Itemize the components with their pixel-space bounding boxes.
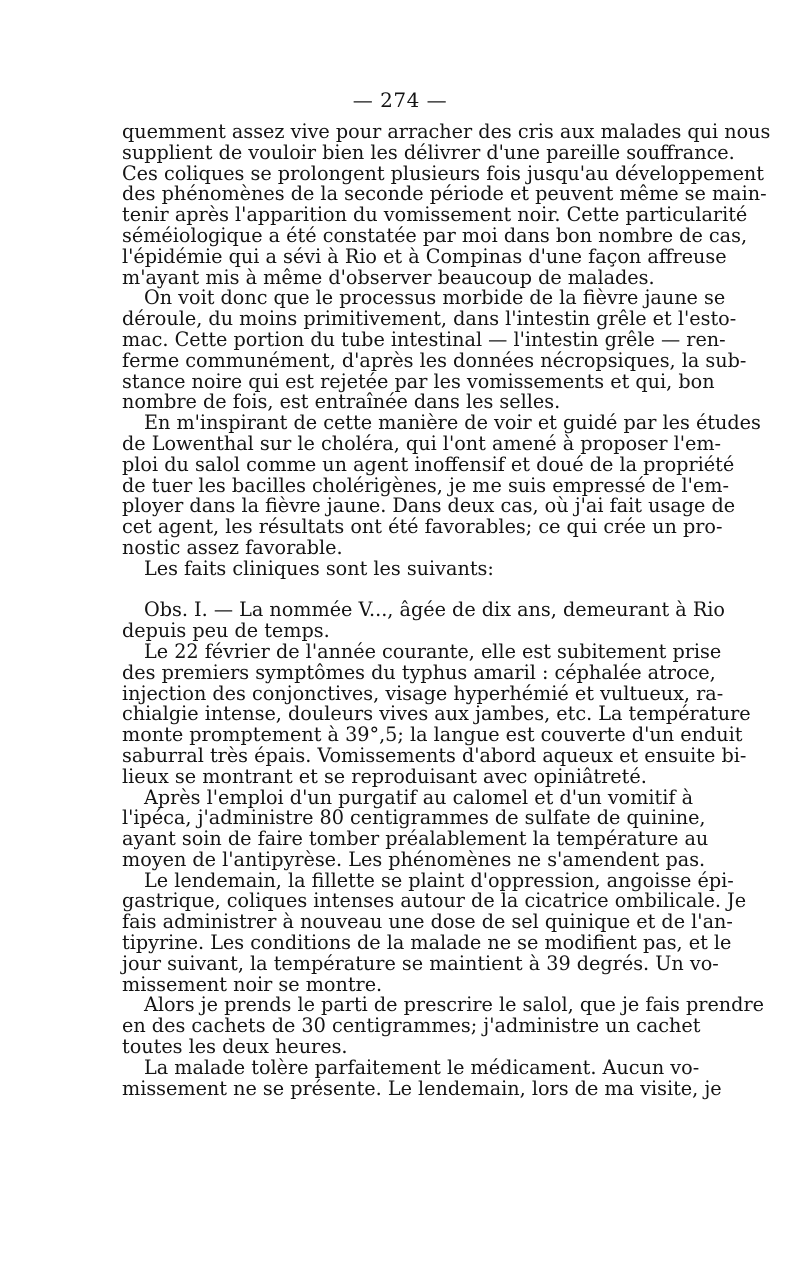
text-line: jour suivant, la température se maintient à 39 degrés. Un vo- [122,951,719,975]
text-line: Le lendemain, la fillette se plaint d'oppression, angoisse épi- [144,868,734,892]
text-line: mac. Cette portion du tube intestinal — l'intestin grêle — ren- [122,327,726,351]
text-line: missement ne se présente. Le lendemain, lors de ma visite, je [122,1076,722,1100]
text-line: stance noire qui est rejetée par les vomissements et qui, bon [122,369,715,393]
text-line: des phénomènes de la seconde période et peuvent même se main- [122,182,767,206]
text-line: depuis peu de temps. [122,619,330,643]
text-line: chialgie intense, douleurs vives aux jambes, etc. La température [122,702,751,726]
text-line: saburral très épais. Vomissements d'abord aqueux et ensuite bi- [122,743,747,767]
body-text [122,120,771,1100]
text-line: Ces coliques se prolongent plusieurs fois jusqu'au développement [122,161,765,185]
text-line: En m'inspirant de cette manière de voir et guidé par les études [144,411,761,435]
text-line: l'ipéca, j'administre 80 centigrammes de sulfate de quinine, [122,806,706,830]
text-line: La malade tolère parfaitement le médicament. Aucun vo- [144,1055,700,1079]
text-line: nostic assez favorable. [122,535,343,559]
text-line: fais administrer à nouveau une dose de sel quinique et de l'an- [122,910,733,934]
text-line: tipyrine. Les conditions de la malade ne se modifient pas, et le [122,931,732,955]
text-line: missement noir se montre. [122,972,383,996]
text-line: moyen de l'antipyrèse. Les phénomènes ne s'amendent pas. [122,847,706,871]
text-line: Le 22 février de l'année courante, elle est subitement prise [144,639,722,663]
text-line: m'ayant mis à même d'observer beaucoup de malades. [122,265,655,289]
text-line: injection des conjonctives, visage hyperhémié et vultueux, ra- [122,681,724,705]
blank-line [122,580,678,601]
text-line: cet agent, les résultats ont été favorables; ce qui crée un pro- [122,515,723,539]
text-line: Obs. I. — La nommée V..., âgée de dix ans, demeurant à Rio [144,598,725,622]
text-line: quemment assez vive pour arracher des cris aux malades qui nous [122,120,771,143]
text-line: nombre de fois, est entraînée dans les selles. [122,390,561,414]
text-line: Les faits cliniques sont les suivants: [144,556,494,580]
text-line: en des cachets de 30 centigrammes; j'administre un cachet [122,1014,701,1038]
text-line: de tuer les bacilles cholérigènes, je me suis empressé de l'em- [122,473,729,497]
text-line: Alors je prends le parti de prescrire le salol, que je fais prendre [144,993,764,1017]
text-line: l'épidémie qui a sévi à Rio et à Compinas d'une façon affreuse [122,244,727,268]
text-line: On voit donc que le processus morbide de la fièvre jaune se [144,286,726,310]
text-line: gastrique, coliques intenses autour de la cicatrice ombilicale. Je [122,889,747,913]
text-line: ayant soin de faire tomber préalablement la température au [122,827,709,851]
text-line: séméiologique a été constatée par moi dans bon nombre de cas, [122,223,748,247]
page-number: — 274 — [352,88,448,112]
text-line: supplient de vouloir bien les délivrer d'une pareille souffrance. [122,140,735,164]
text-line: tenir après l'apparition du vomissement noir. Cette particularité [122,203,748,227]
text-line: déroule, du moins primitivement, dans l'intestin grêle et l'esto- [122,307,737,331]
text-line: monte promptement à 39°,5; la langue est couverte d'un enduit [122,723,743,747]
text-line: Après l'emploi d'un purgatif au calomel et d'un vomitif à [144,785,694,809]
text-line: toutes les deux heures. [122,1035,348,1059]
text-line: ferme communément, d'après les données nécropsiques, la sub- [122,348,747,372]
text-line: des premiers symptômes du typhus amaril : céphalée atroce, [122,660,716,684]
text-line: ployer dans la fièvre jaune. Dans deux cas, où j'ai fait usage de [122,494,736,518]
text-line: de Lowenthal sur le choléra, qui l'ont amené à proposer l'em- [122,431,722,455]
text-line: ploi du salol comme un agent inoffensif et doué de la propriété [122,452,735,476]
text-line: lieux se montrant et se reproduisant avec opiniâtreté. [122,764,647,788]
